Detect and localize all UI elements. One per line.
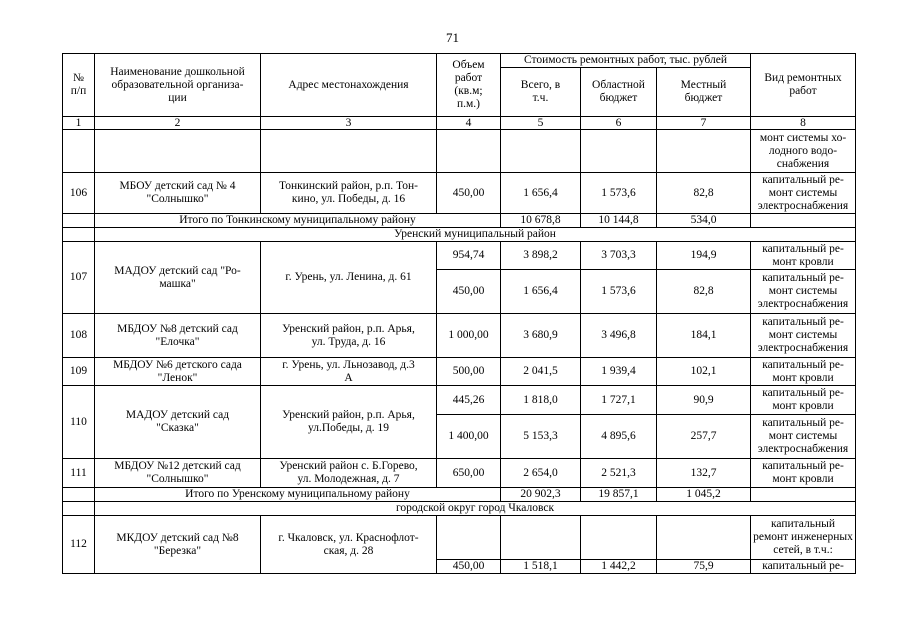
section-row (63, 228, 856, 242)
column-number: 6 (581, 117, 657, 130)
cost-local: 132,7 (657, 459, 751, 488)
table-row (63, 314, 856, 358)
org-name: МБДОУ №6 детского сада "Ленок" (95, 358, 261, 386)
table-row (63, 358, 856, 386)
table-row (63, 459, 856, 488)
cost-regional: 4 895,6 (581, 415, 657, 459)
cost-local: 82,8 (657, 173, 751, 214)
cost-regional: 2 521,3 (581, 459, 657, 488)
header-work-type: Вид ремонтных работ (751, 54, 856, 117)
address: г. Чкаловск, ул. Краснофлот- ская, д. 28 (261, 516, 437, 574)
cost-regional: 1 939,4 (581, 358, 657, 386)
volume: 650,00 (437, 459, 501, 488)
subtotal-row (63, 488, 856, 502)
table-row (63, 242, 856, 270)
work-type-cell: капитальный ре- монт системы электроснабжения (751, 270, 856, 314)
header-regional: Областной бюджет (581, 68, 657, 117)
column-number: 3 (261, 117, 437, 130)
cost-total: 3 680,9 (501, 314, 581, 358)
subtotal-label: Итого по Уренскому муниципальному району (95, 488, 501, 502)
cost-total: 1 518,1 (501, 560, 581, 574)
cost-local: 90,9 (657, 386, 751, 415)
page-number: 71 (446, 30, 459, 45)
row-number: 107 (63, 242, 95, 314)
cost-local: 184,1 (657, 314, 751, 358)
address: г. Урень, ул. Ленина, д. 61 (261, 242, 437, 314)
volume: 450,00 (437, 560, 501, 574)
volume: 450,00 (437, 173, 501, 214)
work-type-cell: капитальный ре- монт системы электроснабжения (751, 415, 856, 459)
header-address: Адрес местонахождения (261, 54, 437, 117)
cost-total: 5 153,3 (501, 415, 581, 459)
cost-total: 3 898,2 (501, 242, 581, 270)
cost-local: 1 045,2 (657, 488, 751, 502)
table-row (63, 516, 856, 560)
cost-local: 534,0 (657, 214, 751, 228)
table-row (63, 386, 856, 415)
row-number: 110 (63, 386, 95, 459)
header-volume: Объем работ (кв.м; п.м.) (437, 54, 501, 117)
repair-works-table (62, 53, 856, 574)
table-row (63, 173, 856, 214)
address: Уренский район, р.п. Арья, ул.Победы, д. 19 (261, 386, 437, 459)
row-number: 106 (63, 173, 95, 214)
work-type-cell: капитальный ре- монт кровли (751, 386, 856, 415)
header-cost-group: Стоимость ремонтных работ, тыс. рублей (501, 54, 751, 68)
address: г. Урень, ул. Льнозавод, д.3 А (261, 358, 437, 386)
work-type-cell: капитальный ремонт инженерных сетей, в т.ч.: (751, 516, 856, 560)
volume: 445,26 (437, 386, 501, 415)
cost-local: 194,9 (657, 242, 751, 270)
header-local: Местный бюджет (657, 68, 751, 117)
org-name: МКДОУ детский сад №8 "Березка" (95, 516, 261, 574)
row-number: 112 (63, 516, 95, 574)
org-name: МБДОУ №12 детский сад "Солнышко" (95, 459, 261, 488)
address: Уренский район, р.п. Арья, ул. Труда, д. 16 (261, 314, 437, 358)
volume: 500,00 (437, 358, 501, 386)
work-type-cell: капитальный ре- (751, 560, 856, 574)
cost-local: 75,9 (657, 560, 751, 574)
volume: 954,74 (437, 242, 501, 270)
cost-total: 1 818,0 (501, 386, 581, 415)
column-number: 1 (63, 117, 95, 130)
column-numbers-row (63, 117, 856, 130)
work-type-cell: монт системы хо- лодного водо- снабжения (751, 130, 856, 173)
column-number: 7 (657, 117, 751, 130)
cost-regional: 10 144,8 (581, 214, 657, 228)
volume: 1 400,00 (437, 415, 501, 459)
work-type-cell: капитальный ре- монт кровли (751, 242, 856, 270)
work-type-cell: капитальный ре- монт кровли (751, 358, 856, 386)
cost-local: 82,8 (657, 270, 751, 314)
cost-total: 1 656,4 (501, 173, 581, 214)
cost-total: 1 656,4 (501, 270, 581, 314)
column-number: 2 (95, 117, 261, 130)
column-number: 8 (751, 117, 856, 130)
subtotal-row (63, 214, 856, 228)
volume: 450,00 (437, 270, 501, 314)
cost-regional: 3 703,3 (581, 242, 657, 270)
work-type-cell: капитальный ре- монт системы электроснабжения (751, 314, 856, 358)
cost-total: 2 654,0 (501, 459, 581, 488)
volume: 1 000,00 (437, 314, 501, 358)
work-type-cell: капитальный ре- монт кровли (751, 459, 856, 488)
section-row (63, 502, 856, 516)
work-type-cell: капитальный ре- монт системы электроснабжения (751, 173, 856, 214)
row-number: 111 (63, 459, 95, 488)
cost-regional: 1 573,6 (581, 173, 657, 214)
cost-regional: 1 727,1 (581, 386, 657, 415)
cost-regional: 19 857,1 (581, 488, 657, 502)
header-org: Наименование дошкольной образовательной организа- ции (95, 54, 261, 117)
cost-total: 2 041,5 (501, 358, 581, 386)
org-name: МАДОУ детский сад "Сказка" (95, 386, 261, 459)
table-row (63, 130, 856, 173)
org-name: МБДОУ №8 детский сад "Елочка" (95, 314, 261, 358)
row-number: 108 (63, 314, 95, 358)
cost-local: 257,7 (657, 415, 751, 459)
address: Тонкинский район, р.п. Тон- кино, ул. Победы, д. 16 (261, 173, 437, 214)
column-number: 4 (437, 117, 501, 130)
cost-total: 20 902,3 (501, 488, 581, 502)
header-total: Всего, в т.ч. (501, 68, 581, 117)
header-num: № п/п (63, 54, 95, 117)
address: Уренский район с. Б.Горево, ул. Молодежная, д. 7 (261, 459, 437, 488)
cost-local: 102,1 (657, 358, 751, 386)
section-title: городской округ город Чкаловск (95, 502, 856, 516)
cost-regional: 1 573,6 (581, 270, 657, 314)
section-title: Уренский муниципальный район (95, 228, 856, 242)
column-number: 5 (501, 117, 581, 130)
cost-regional: 3 496,8 (581, 314, 657, 358)
cost-regional: 1 442,2 (581, 560, 657, 574)
subtotal-label: Итого по Тонкинскому муниципальному району (95, 214, 501, 228)
cost-total: 10 678,8 (501, 214, 581, 228)
row-number: 109 (63, 358, 95, 386)
org-name: МАДОУ детский сад "Ро- машка" (95, 242, 261, 314)
org-name: МБОУ детский сад № 4 "Солнышко" (95, 173, 261, 214)
